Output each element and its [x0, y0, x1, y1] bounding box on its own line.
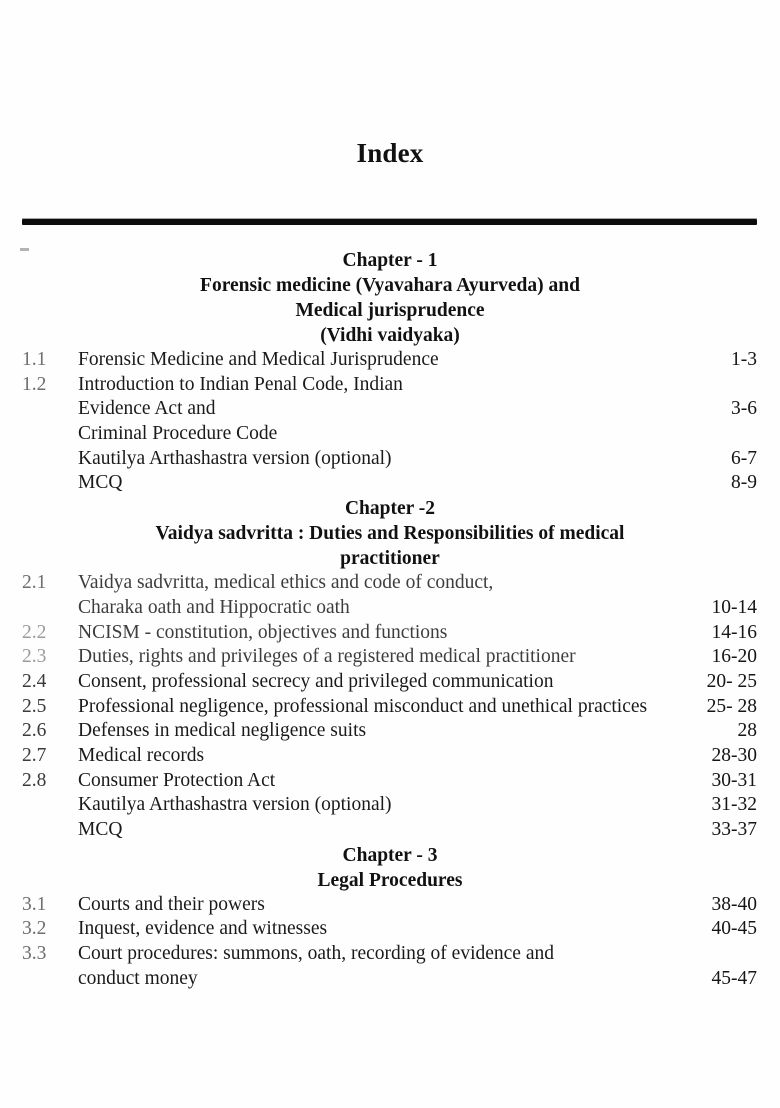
entry-number: 2.7	[22, 744, 47, 766]
chapter-heading	[0, 843, 780, 893]
entry-page-range: 10-14	[711, 596, 757, 618]
chapter-heading-line: Medical jurisprudence	[295, 300, 485, 321]
chapter-block	[0, 496, 780, 843]
entry-page-range: 16-20	[711, 646, 757, 668]
index-entry-row[interactable]	[0, 695, 780, 720]
index-entry-row[interactable]	[0, 670, 780, 695]
entry-label: Inquest, evidence and witnesses	[78, 918, 328, 940]
entry-page-range: 40-45	[711, 918, 757, 940]
entry-page-range: 31-32	[711, 794, 757, 816]
entry-label: Duties, rights and privileges of a registered medical practitioner	[78, 646, 576, 668]
entry-label: Consent, professional secrecy and privileged communication	[78, 670, 554, 692]
entry-label: Court procedures: summons, oath, recording of evidence and	[78, 943, 554, 965]
entry-number: 1.1	[22, 349, 47, 370]
entry-page-range: 38-40	[711, 893, 757, 915]
chapter-heading	[0, 496, 780, 571]
entry-label: Evidence Act and	[78, 398, 216, 420]
entry-page-range: 8-9	[731, 472, 757, 494]
index-entry-row[interactable]	[0, 917, 780, 942]
entry-label: Courts and their powers	[78, 893, 265, 915]
entry-page-range: 1-3	[731, 349, 757, 370]
entry-label: MCQ	[78, 472, 123, 494]
index-entry-row[interactable]	[0, 571, 780, 596]
chapter-heading-line: Legal Procedures	[317, 869, 463, 891]
index-entry-row[interactable]	[0, 596, 780, 621]
entry-page-range: 6-7	[731, 447, 757, 469]
index-entry-row[interactable]	[0, 744, 780, 769]
entry-page-range: 14-16	[711, 621, 757, 643]
entry-number: 2.6	[22, 720, 47, 742]
entry-page-range: 25- 28	[706, 695, 757, 717]
page-title: Index	[356, 138, 424, 168]
header-divider-rule	[22, 219, 757, 225]
chapter-heading-line: Chapter -2	[344, 498, 436, 520]
entry-number: 1.2	[22, 373, 47, 395]
entry-page-range: 28	[737, 720, 757, 742]
entry-number: 2.3	[22, 646, 47, 668]
index-entry-row[interactable]	[0, 769, 780, 794]
entry-number: 2.1	[22, 572, 47, 594]
entry-number: 3.2	[22, 918, 47, 940]
entry-page-range: 28-30	[711, 744, 757, 766]
index-entry-row[interactable]	[0, 422, 780, 447]
entry-label: NCISM - constitution, objectives and functions	[78, 621, 448, 643]
entry-label: Consumer Protection Act	[78, 769, 276, 791]
chapter-heading	[0, 248, 780, 348]
chapter-heading-line: Vaidya sadvritta : Duties and Responsibilities of medical	[155, 523, 625, 545]
entry-label: Criminal Procedure Code	[78, 423, 278, 445]
index-entry-row[interactable]	[0, 447, 780, 472]
index-entry-row[interactable]	[0, 471, 780, 496]
entry-label: Charaka oath and Hippocratic oath	[78, 596, 350, 618]
chapter-heading-line: Chapter - 1	[342, 250, 438, 271]
index-content	[0, 248, 780, 991]
chapter-heading-line: practitioner	[340, 548, 440, 570]
entry-page-range: 3-6	[731, 398, 757, 420]
entry-page-range: 45-47	[711, 967, 757, 989]
index-entry-row[interactable]	[0, 818, 780, 843]
entry-label: Kautilya Arthashastra version (optional)	[78, 794, 392, 816]
chapter-block	[0, 248, 780, 496]
index-entry-row[interactable]	[0, 793, 780, 818]
entry-page-range: 20- 25	[706, 670, 757, 692]
index-entry-row[interactable]	[0, 645, 780, 670]
entry-label: conduct money	[78, 967, 198, 989]
entry-number: 2.4	[22, 670, 47, 692]
entry-label: Kautilya Arthashastra version (optional)	[78, 447, 392, 469]
index-entry-row[interactable]	[0, 373, 780, 398]
entry-page-range: 33-37	[711, 819, 757, 840]
index-entry-row[interactable]	[0, 893, 780, 918]
entry-label: Introduction to Indian Penal Code, Indian	[78, 373, 403, 395]
entry-label: Defenses in medical negligence suits	[78, 720, 367, 742]
index-entry-row[interactable]	[0, 397, 780, 422]
index-entry-row[interactable]	[0, 967, 780, 992]
chapter-heading-line: (Vidhi vaidyaka)	[320, 325, 460, 346]
index-entry-row[interactable]	[0, 942, 780, 967]
entry-number: 2.5	[22, 695, 47, 717]
entry-label: Vaidya sadvritta, medical ethics and code of conduct,	[78, 572, 494, 594]
entry-number: 3.3	[22, 943, 47, 965]
entry-label: MCQ	[78, 819, 123, 840]
entry-number: 3.1	[22, 893, 47, 915]
entry-number: 2.2	[22, 621, 47, 643]
index-entry-row[interactable]	[0, 719, 780, 744]
entry-label: Professional negligence, professional misconduct and unethical practices	[78, 695, 648, 717]
entry-number: 2.8	[22, 769, 47, 791]
entry-page-range: 30-31	[711, 769, 757, 791]
index-entry-row[interactable]	[0, 621, 780, 646]
chapter-heading-line: Forensic medicine (Vyavahara Ayurveda) and	[200, 275, 580, 296]
entry-label: Medical records	[78, 744, 205, 766]
chapter-block	[0, 843, 780, 992]
entry-label: Forensic Medicine and Medical Jurisprudence	[78, 349, 439, 370]
chapter-heading-line: Chapter - 3	[342, 844, 438, 866]
index-entry-row[interactable]	[0, 348, 780, 373]
